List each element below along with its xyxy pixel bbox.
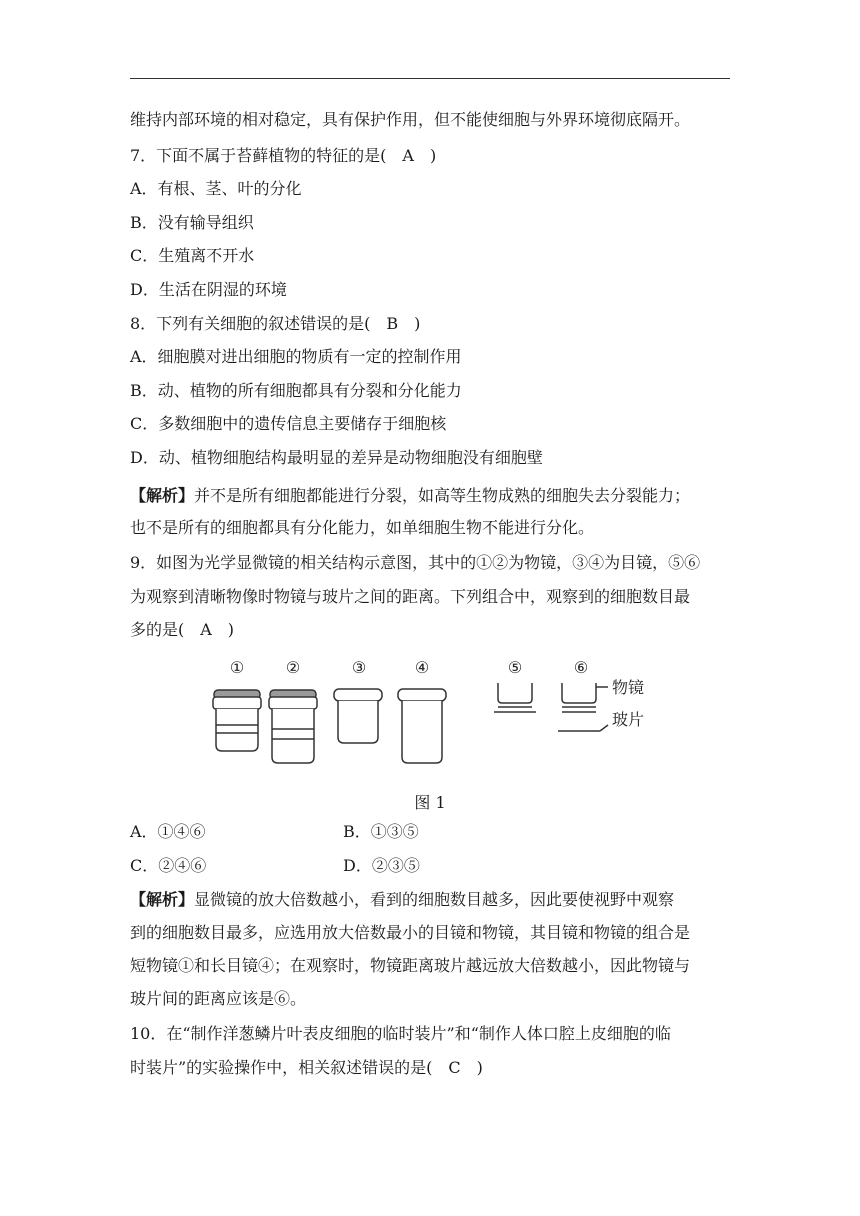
question-10-line2: 时装片”的实验操作中，相关叙述错误的是( C )	[130, 1058, 483, 1077]
q8-option-a: A．细胞膜对进出细胞的物质有一定的控制作用	[130, 347, 462, 366]
question-9-line2: 为观察到清晰物像时物镜与玻片之间的距离。下列组合中，观察到的细胞数目最	[130, 587, 691, 606]
eyepiece-4-icon	[398, 689, 446, 763]
objective-lens-2-icon	[269, 690, 317, 763]
objective-lens-1-icon	[213, 690, 261, 751]
question-9-line3: 多的是( A )	[130, 620, 235, 639]
q8-option-c: C．多数细胞中的遗传信息主要储存于细胞核	[130, 414, 447, 433]
label-5: ⑤	[507, 658, 523, 677]
q9-option-a: A．①④⑥	[130, 822, 206, 841]
header-rule	[130, 78, 730, 79]
label-1: ①	[229, 658, 245, 677]
q7-option-c: C．生殖离不开水	[130, 246, 255, 265]
label-3: ③	[351, 658, 367, 677]
question-8: 8．下列有关细胞的叙述错误的是( B )	[130, 314, 421, 333]
q7-option-d: D．生活在阴湿的环境	[130, 280, 287, 299]
q8-option-b: B．动、植物的所有细胞都具有分裂和分化能力	[130, 381, 462, 400]
figure-caption: 图 1	[414, 793, 446, 812]
analysis-8-line2: 也不是所有的细胞都具有分化能力，如单细胞生物不能进行分化。	[130, 518, 595, 537]
q9-option-c: C．②④⑥	[130, 856, 207, 875]
q8-option-d: D．动、植物细胞结构最明显的差异是动物细胞没有细胞壁	[130, 448, 543, 467]
q7-option-a: A．有根、茎、叶的分化	[130, 179, 302, 198]
question-7: 7．下面不属于苔藓植物的特征的是( A )	[130, 146, 437, 165]
label-2: ②	[285, 658, 301, 677]
q9-option-b: B．①③⑤	[343, 822, 419, 841]
analysis-9-line3: 短物镜①和长目镜④；在观察时，物镜距离玻片越远放大倍数越小，因此物镜与	[130, 956, 691, 975]
q7-option-b: B．没有输导组织	[130, 213, 254, 232]
slide-label: 玻片	[612, 710, 645, 729]
analysis-8-line1: 【解析】并不是所有细胞都能进行分裂，如高等生物成熟的细胞失去分裂能力；	[130, 486, 691, 505]
analysis-tag: 【解析】	[130, 486, 195, 505]
question-9-line1: 9．如图为光学显微镜的相关结构示意图，其中的①②为物镜，③④为目镜，⑤⑥	[130, 553, 701, 572]
question-10-line1: 10．在“制作洋葱鳞片叶表皮细胞的临时装片”和“制作人体口腔上皮细胞的临	[130, 1024, 671, 1043]
label-6: ⑥	[573, 658, 589, 677]
analysis-9-line1: 【解析】显微镜的放大倍数越小，看到的细胞数目越多，因此要使视野中观察	[130, 890, 675, 909]
analysis-9-line2: 到的细胞数目最多，应选用放大倍数最小的目镜和物镜，其目镜和物镜的组合是	[130, 923, 691, 942]
analysis-tag: 【解析】	[130, 890, 195, 909]
lens-slide-distance-5-icon	[494, 683, 536, 712]
q9-option-d: D．②③⑤	[343, 856, 420, 875]
objective-label: 物镜	[612, 678, 645, 697]
eyepiece-3-icon	[334, 689, 382, 743]
label-4: ④	[414, 658, 430, 677]
microscope-figure	[130, 655, 730, 785]
analysis-9-line4: 玻片间的距离应该是⑥。	[130, 989, 307, 1008]
text-line: 维持内部环境的相对稳定，具有保护作用，但不能使细胞与外界环境彻底隔开。	[130, 110, 691, 129]
lens-slide-distance-6-icon	[558, 683, 608, 731]
